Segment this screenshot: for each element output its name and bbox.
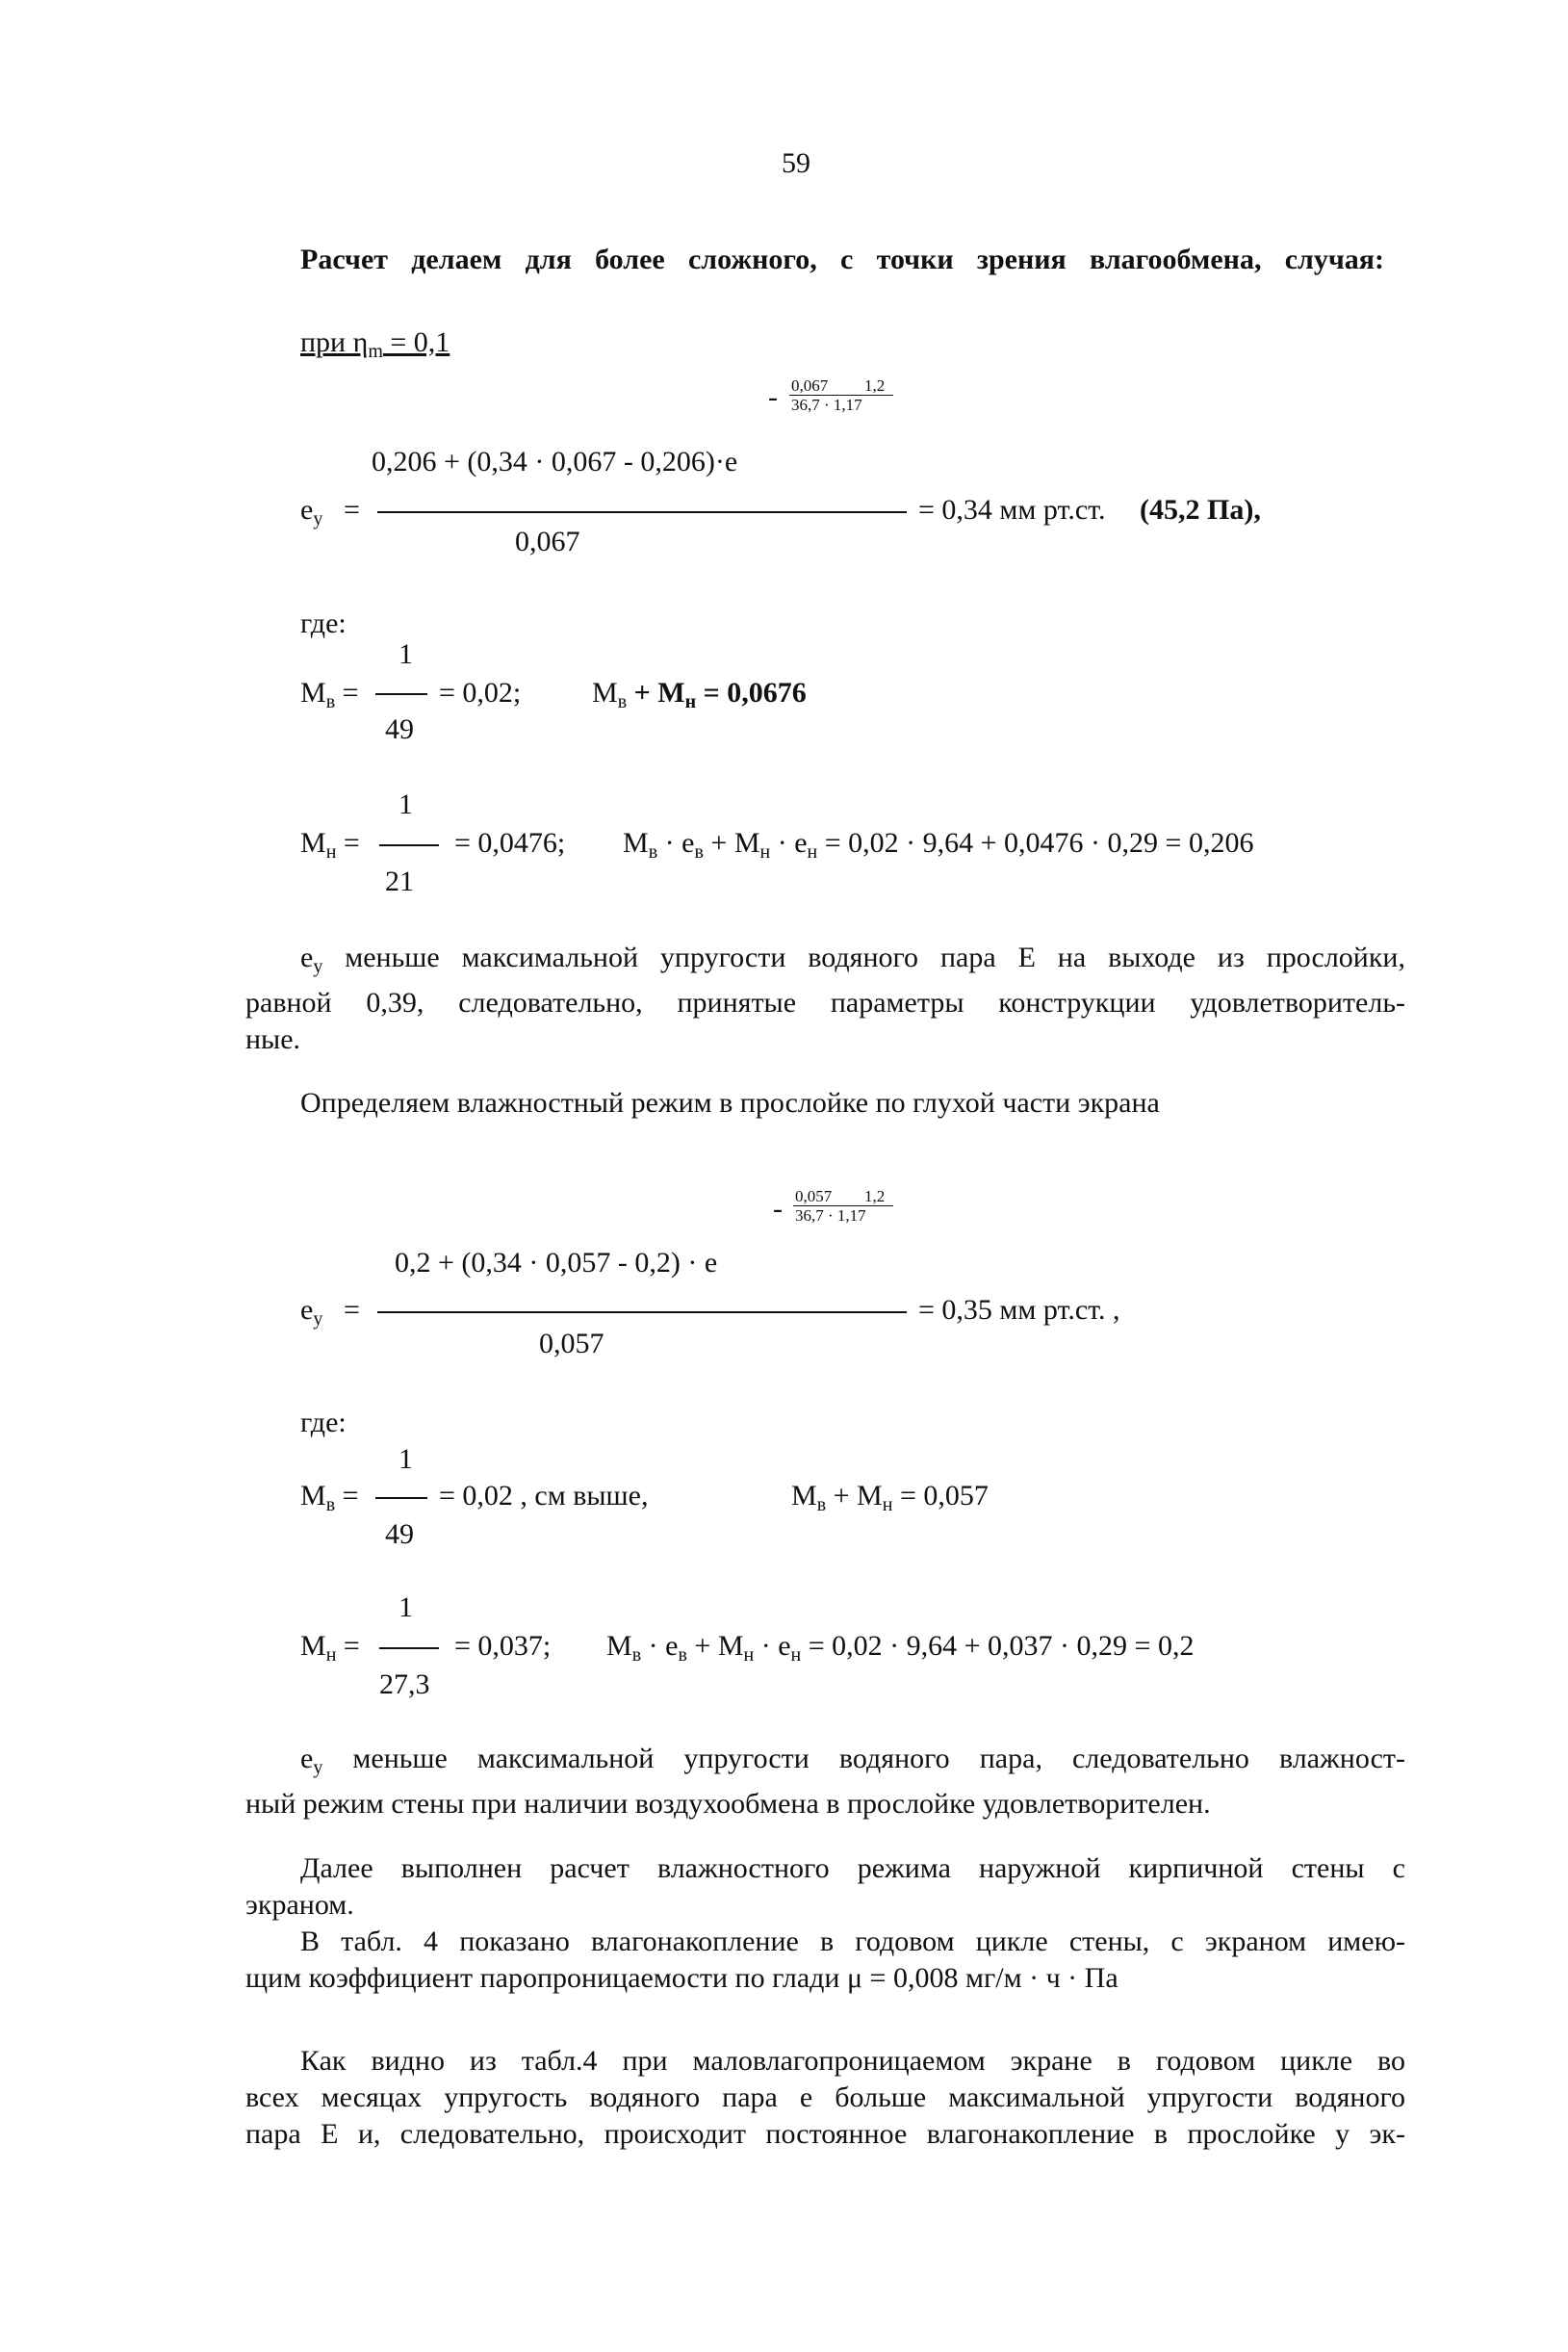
exponent-numerator: 0,067 — [791, 376, 829, 395]
paragraph-4-line-1: Далее выполнен расчет влажностного режима наружной кирпичной стены с — [300, 1852, 1405, 1884]
result: = 0,34 мм рт.ст. — [918, 494, 1106, 526]
numerator: 0,206 + (0,34 · 0,067 - 0,206)·e — [372, 446, 738, 478]
paragraph-5 — [245, 2043, 1405, 2153]
paragraph-4-line-2: экраном. — [245, 1889, 354, 1921]
product: $М_в \cdot е_в + М_н \cdot е_н = 0,02 \cdot 9,64 + 0,0476 \cdot 0,29 = 0,206$ — [623, 827, 1254, 863]
exponent-numerator-2: 1,2 — [864, 1187, 886, 1205]
exponent-numerator: 0,057 — [795, 1187, 833, 1205]
exponent-denominator: 36,7 · 1,17 — [795, 1206, 866, 1225]
numerator: 1 — [398, 638, 413, 670]
denominator: 49 — [385, 1518, 414, 1550]
lhs: $М_н$ = — [300, 827, 360, 863]
section-heading: Расчет делаем для более сложного, с точки зрения влагообмена, случая: — [300, 244, 1384, 275]
numerator: 1 — [398, 1443, 413, 1475]
exponent-minus: - — [768, 381, 778, 413]
fraction-bar — [377, 1311, 907, 1313]
lhs: $e_у$ — [300, 1294, 323, 1330]
result: = 0,037; — [454, 1630, 552, 1662]
product: $М_в \cdot е_в + М_н \cdot е_н = 0,02 \cdot 9,64 + 0,037 \cdot 0,29 = 0,2$ — [606, 1630, 1195, 1666]
paragraph-1-line-1: $е_у$ меньше максимальной упругости водяного пара Е на выходе из прослойки, — [300, 942, 1405, 977]
paragraph-4-line-3: В табл. 4 показано влагонакопление в годовом цикле стены, с экраном имею- — [300, 1926, 1405, 1957]
paragraph-2: Определяем влажностный режим в прослойке по глухой части экрана — [300, 1087, 1160, 1119]
result: = 0,35 мм рт.ст. , — [918, 1294, 1120, 1326]
page-number: 59 — [782, 147, 810, 179]
case-label: при $\eta_m = 0,1$ — [300, 326, 450, 362]
numerator: 1 — [398, 788, 413, 820]
paragraph-1-line-2: равной 0,39, следовательно, принятые параметры конструкции удовлетворитель- — [245, 987, 1405, 1019]
paragraph-3-line-2: ный режим стены при наличии воздухообмена в прослойке удовлетворителен. — [245, 1788, 1211, 1820]
fraction-bar — [377, 511, 907, 513]
lhs: $М_в$ = — [300, 677, 359, 712]
sum: $М_в + М_н = 0,057$ — [791, 1480, 989, 1515]
where-label-1: где: — [300, 607, 347, 639]
result: = 0,02 , см выше, — [439, 1480, 649, 1512]
paragraph-1-line-3: ные. — [245, 1023, 301, 1055]
equals: = — [344, 1294, 360, 1326]
sum: $М_в + М_н = 0,0676$ — [592, 677, 807, 712]
exponent-minus: - — [773, 1193, 783, 1225]
paragraph-4-line-4: щим коэффициент паропроницаемости по глади μ = 0,008 мг/м · ч · Па — [245, 1962, 1118, 1994]
paragraph-5-line-3: пара Е и, следовательно, происходит постоянное влагонакопление в прослойке у эк- — [245, 2118, 1405, 2150]
paragraph-4 — [245, 1850, 1405, 1997]
exponent-numerator-2: 1,2 — [864, 376, 886, 395]
numerator: 1 — [398, 1591, 413, 1623]
lhs: $М_н$ = — [300, 1630, 360, 1666]
result: = 0,0476; — [454, 827, 566, 859]
denominator: 49 — [385, 713, 414, 745]
paragraph-5-line-2: всех месяцах упругость водяного пара е больше максимальной упругости водяного — [245, 2081, 1405, 2113]
result: = 0,02; — [439, 677, 522, 709]
paragraph-3-line-1: $е_у$ меньше максимальной упругости водяного пара, следовательно влажност- — [300, 1743, 1405, 1778]
paragraph-1 — [245, 940, 1405, 1058]
result-pa: (45,2 Па), — [1140, 494, 1261, 526]
equals: = — [344, 494, 360, 526]
exponent-denominator: 36,7 · 1,17 — [791, 396, 862, 414]
numerator: 0,2 + (0,34 · 0,057 - 0,2) · e — [395, 1247, 718, 1279]
where-label-2: где: — [300, 1407, 347, 1438]
denominator: 0,067 — [515, 526, 580, 557]
denominator: 0,057 — [539, 1328, 604, 1359]
denominator: 27,3 — [379, 1668, 430, 1700]
paragraph-3 — [245, 1741, 1405, 1822]
denominator: 21 — [385, 866, 414, 897]
lhs: $e_у$ — [300, 494, 323, 530]
paragraph-5-line-1: Как видно из табл.4 при маловлагопроницаемом экране в годовом цикле во — [300, 2045, 1405, 2077]
lhs: $М_в$ = — [300, 1480, 359, 1515]
